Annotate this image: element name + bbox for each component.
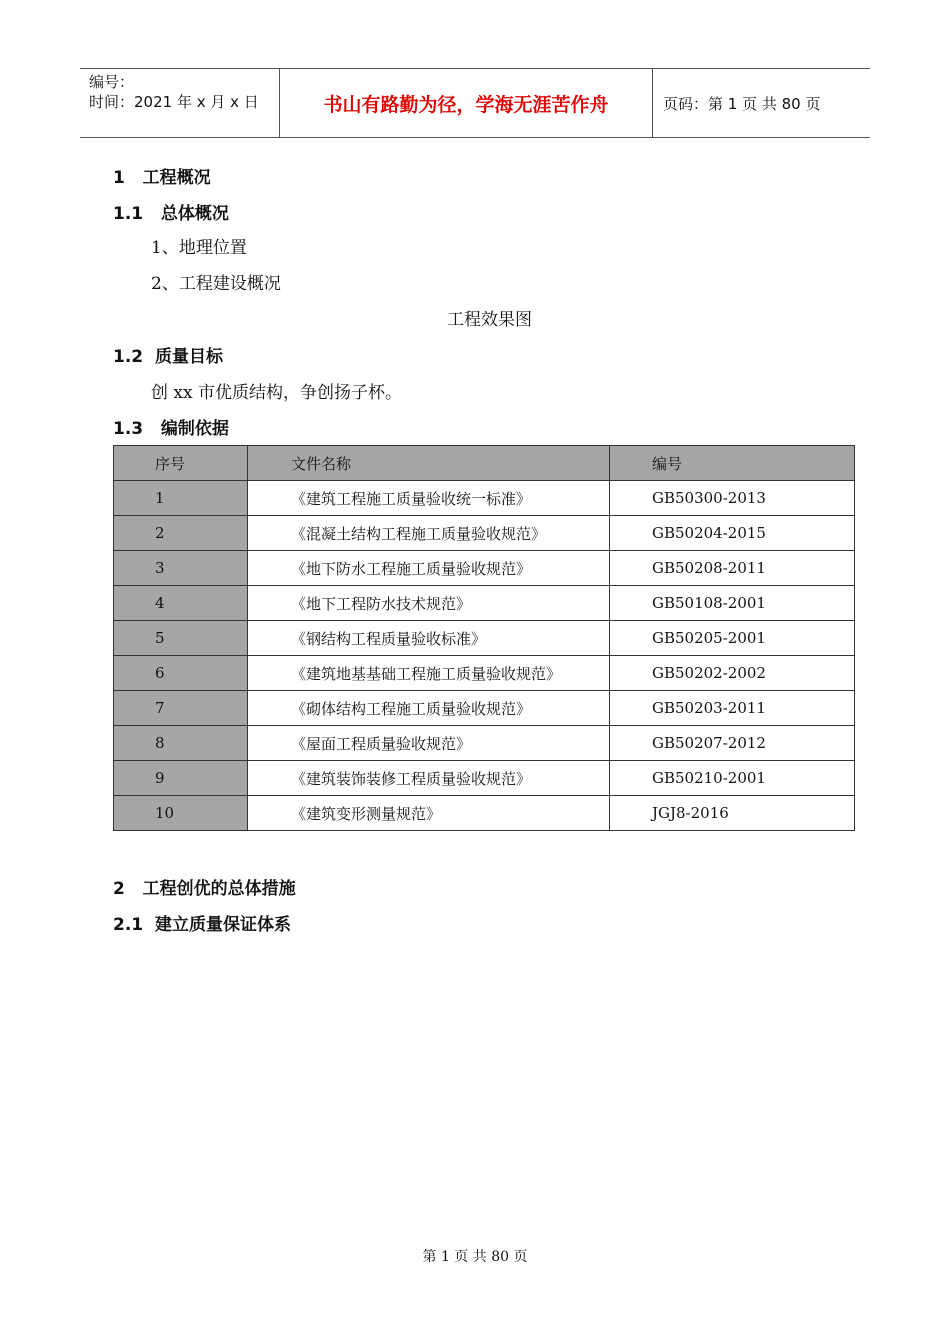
cell-doc-name: 《地下防水工程施工质量验收规范》 <box>248 551 610 586</box>
cell-doc-name: 《混凝土结构工程施工质量验收规范》 <box>248 516 610 551</box>
cell-code: GB50300-2013 <box>610 481 855 516</box>
header-page-info: 页码：第 1 页 共 80 页 <box>663 94 821 113</box>
section-2-heading: 2 工程创优的总体措施 <box>113 879 296 899</box>
cell-doc-name: 《建筑工程施工质量验收统一标准》 <box>248 481 610 516</box>
cell-code: JGJ8-2016 <box>610 796 855 831</box>
cell-serial: 10 <box>114 796 248 831</box>
reference-standards-table <box>113 445 855 831</box>
header-doc-name: 文件名称 <box>248 446 610 481</box>
page-header <box>80 68 870 138</box>
cell-serial: 2 <box>114 516 248 551</box>
doc-number-label: 编号： <box>89 73 135 91</box>
table-header-row <box>114 446 855 481</box>
section-1-2-heading: 1.2 质量目标 <box>113 347 223 367</box>
cell-serial: 5 <box>114 621 248 656</box>
header-motto: 书山有路勤为径，学海无涯苦作舟 <box>280 69 653 137</box>
table-row <box>114 761 855 796</box>
cell-code: GB50202-2002 <box>610 656 855 691</box>
cell-serial: 4 <box>114 586 248 621</box>
cell-serial: 1 <box>114 481 248 516</box>
table-row <box>114 551 855 586</box>
table-row <box>114 726 855 761</box>
table-row <box>114 621 855 656</box>
cell-doc-name: 《建筑变形测量规范》 <box>248 796 610 831</box>
cell-doc-name: 《砌体结构工程施工质量验收规范》 <box>248 691 610 726</box>
cell-code: GB50108-2001 <box>610 586 855 621</box>
cell-code: GB50203-2011 <box>610 691 855 726</box>
cell-code: GB50207-2012 <box>610 726 855 761</box>
header-meta <box>80 69 280 137</box>
figure-caption: 工程效果图 <box>447 310 532 330</box>
cell-code: GB50210-2001 <box>610 761 855 796</box>
table-row <box>114 796 855 831</box>
cell-serial: 6 <box>114 656 248 691</box>
section-1-heading: 1 工程概况 <box>113 168 211 188</box>
header-serial: 序号 <box>114 446 248 481</box>
cell-code: GB50205-2001 <box>610 621 855 656</box>
section-1-1-heading: 1.1 总体概况 <box>113 204 229 224</box>
cell-serial: 3 <box>114 551 248 586</box>
cell-code: GB50208-2011 <box>610 551 855 586</box>
cell-doc-name: 《建筑装饰装修工程质量验收规范》 <box>248 761 610 796</box>
cell-doc-name: 《建筑地基基础工程施工质量验收规范》 <box>248 656 610 691</box>
page-footer: 第 1 页 共 80 页 <box>422 1249 528 1265</box>
cell-doc-name: 《钢结构工程质量验收标准》 <box>248 621 610 656</box>
item-location: 1、地理位置 <box>151 238 247 258</box>
table-row <box>114 656 855 691</box>
cell-serial: 9 <box>114 761 248 796</box>
cell-doc-name: 《地下工程防水技术规范》 <box>248 586 610 621</box>
doc-time-label: 时间：2021 年 x 月 x 日 <box>89 93 259 111</box>
quality-goal-text: 创 xx 市优质结构，争创扬子杯。 <box>151 383 402 403</box>
item-overview: 2、工程建设概况 <box>151 274 281 294</box>
header-code: 编号 <box>610 446 855 481</box>
section-1-3-heading: 1.3 编制依据 <box>113 419 229 439</box>
cell-doc-name: 《屋面工程质量验收规范》 <box>248 726 610 761</box>
cell-serial: 8 <box>114 726 248 761</box>
table-row <box>114 481 855 516</box>
table-row <box>114 516 855 551</box>
table-row <box>114 586 855 621</box>
section-2-1-heading: 2.1 建立质量保证体系 <box>113 915 291 935</box>
cell-code: GB50204-2015 <box>610 516 855 551</box>
cell-serial: 7 <box>114 691 248 726</box>
table-row <box>114 691 855 726</box>
